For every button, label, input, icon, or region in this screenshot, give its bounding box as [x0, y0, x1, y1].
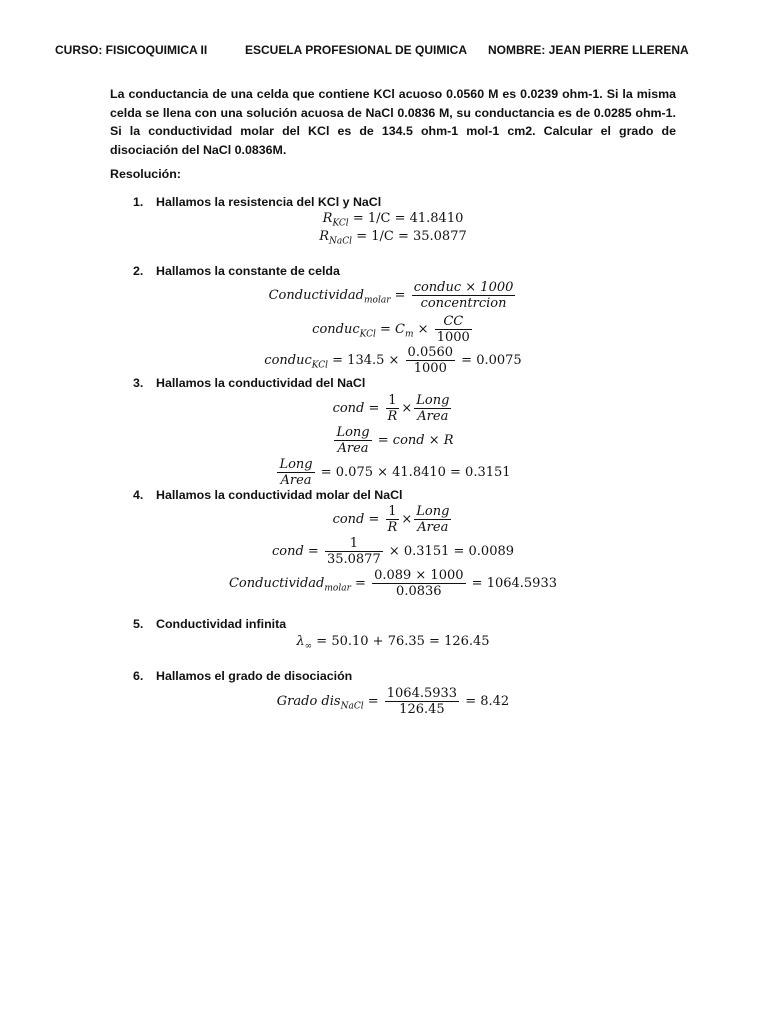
problem-statement	[110, 85, 676, 159]
step-text: Hallamos la conductividad del NaCl	[156, 376, 366, 390]
equation-grado-disociacion: Grado dis$_{NaCl}$ = $\frac{1064.5933}{126.45}$ = 8.42	[276, 686, 510, 717]
step-number: 4.	[133, 488, 144, 502]
step-text: Hallamos la constante de celda	[156, 264, 340, 278]
step-text: Hallamos la resistencia del KCl y NaCl	[156, 195, 382, 209]
step-number: 3.	[133, 376, 144, 390]
school-label: ESCUELA PROFESIONAL DE QUIMICA	[245, 43, 468, 57]
step-text: Hallamos la conductividad molar del NaCl	[156, 488, 403, 502]
equation-conduc-def: conduc$_{KCl}$ = $C_m$ × $\frac{CC}{1000}$	[312, 314, 470, 345]
equation-conductividad-molar-value: Conductividad$_{molar}$ = $\frac{0.089 \times 1000}{0.0836}$ = 1064.5933	[228, 568, 557, 599]
student-name: NOMBRE: JEAN PIERRE LLERENA	[488, 43, 689, 57]
resolution-label: Resolución:	[110, 167, 181, 181]
equation-long-area-def: $\frac{\text{Long}}{\text{Area}}$ = cond × R	[336, 425, 454, 456]
step-5-title	[133, 617, 286, 631]
step-number: 1.	[133, 195, 144, 209]
step-1-title	[133, 195, 381, 209]
step-3-title	[133, 376, 365, 390]
course-label: CURSO: FISICOQUIMICA II	[55, 43, 208, 57]
step-text: Hallamos el grado de disociación	[156, 669, 353, 683]
step-6-title	[133, 669, 352, 683]
step-number: 5.	[133, 617, 144, 631]
equation-cond-def: cond = $\frac{1}{R}$ × $\frac{\text{Long}}{\text{Area}}$	[332, 393, 450, 424]
equation-cond-value: cond = $\frac{1}{35.0877}$ × 0.3151 = 0.0089	[271, 536, 515, 567]
equation-long-area-value: $\frac{\text{Long}}{\text{Area}}$ = 0.075 × 41.8410 = 0.3151	[279, 457, 511, 488]
step-number: 6.	[133, 669, 144, 683]
equation-cond-def-2: cond = $\frac{1}{R}$ × $\frac{\text{Long}}{\text{Area}}$	[332, 504, 450, 535]
problem-text: La conductancia de una celda que contiene KCl acuoso 0.0560 M es 0.0239 ohm-1. Si la misma celda se llena con una solución acuosa de NaCl 0.0836 M, su conductancia es de 0.0285 ohm-1. Si la conductividad molar del KCl es de 134.5 ohm-1 mol-1 cm2. Calcular el grado de disociación del NaCl 0.0836M.	[110, 87, 676, 157]
equation-r-kcl: $R_{KCl} = 1/C = 41.8410$	[322, 211, 464, 229]
equation-lambda-infinity: $\lambda_\infty = 50.10 + 76.35 = 126.45$	[296, 634, 490, 652]
step-text: Conductividad infinita	[156, 617, 287, 631]
equation-conductividad-molar-def: Conductividad$_{molar}$ = $\frac{\text{conduc × 1000}}{\text{concentrcion}}$	[268, 280, 514, 311]
page-header	[0, 43, 768, 59]
equation-r-nacl: $R_{NaCl} = 1/C = 35.0877$	[319, 229, 467, 247]
step-number: 2.	[133, 264, 144, 278]
equation-conduc-value: conduc$_{KCl}$ = 134.5 × $\frac{0.0560}{1000}$ = 0.0075	[264, 345, 522, 376]
step-4-title	[133, 488, 403, 502]
step-2-title	[133, 264, 340, 278]
